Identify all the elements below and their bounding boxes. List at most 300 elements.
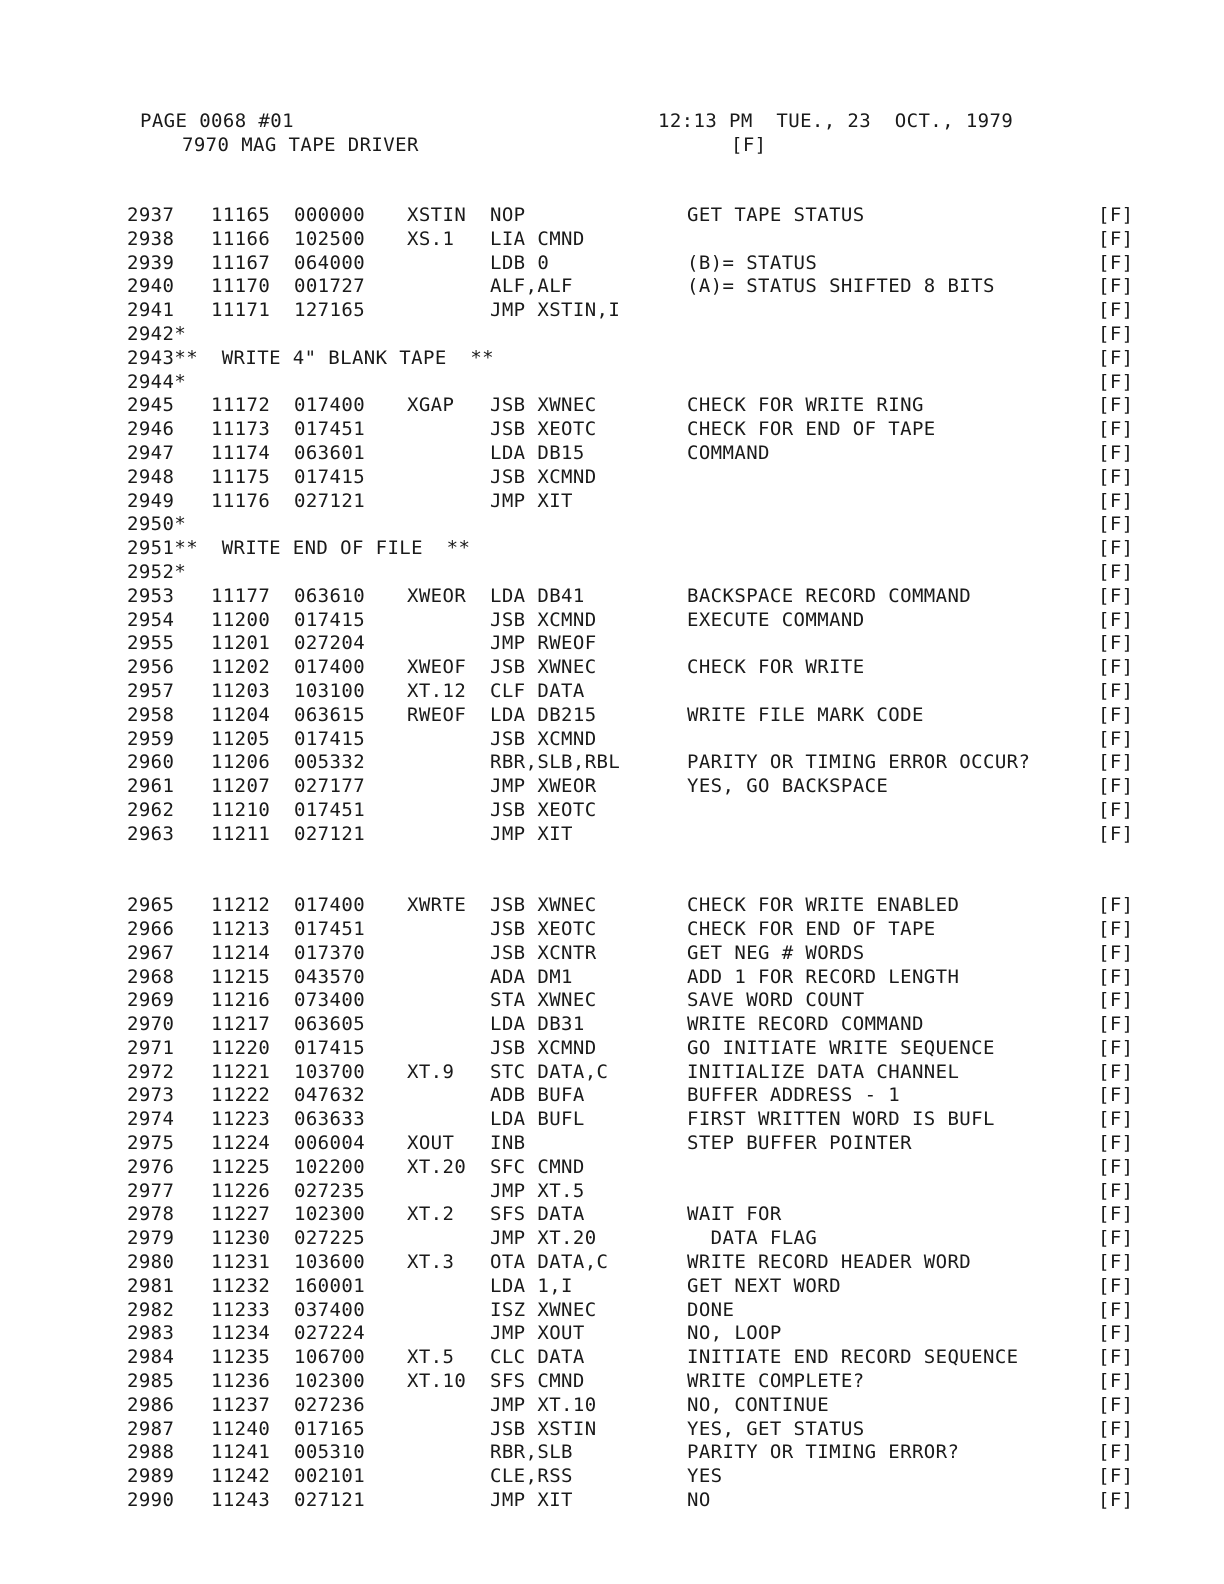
comment: BACKSPACE RECORD COMMAND [687,584,972,607]
instruction: SFS CMND [490,1370,585,1393]
line-number: 2949 [127,489,175,512]
comment: DATA FLAG [687,1227,818,1250]
label: XWRTE [407,894,467,917]
label: XT.20 [407,1155,467,1178]
comment-text: 2952* [127,560,187,583]
line-number: 2982 [127,1298,175,1321]
line-number: 2958 [127,703,175,726]
flag: [F] [1098,394,1134,417]
object-code: 000000 [294,204,366,226]
object-code: 005310 [294,1441,366,1464]
code-line [0,442,1224,466]
instruction: ALF,ALF [490,275,573,298]
comment: NO [687,1489,711,1512]
instruction: JMP XSTIN,I [490,299,621,322]
listing-gap [0,847,1224,895]
line-number: 2975 [127,1132,175,1155]
address: 11221 [211,1060,271,1083]
code-line [0,918,1224,942]
object-code: 017451 [294,798,366,821]
instruction: ADB BUFA [490,1084,585,1107]
flag: [F] [1098,1132,1134,1155]
flag: [F] [1098,299,1134,322]
code-line [0,632,1224,656]
address: 11210 [211,798,271,821]
instruction: ISZ XWNEC [490,1298,597,1321]
flag: [F] [1098,775,1134,798]
line-number: 2939 [127,251,175,274]
flag: [F] [1098,751,1134,774]
flag: [F] [1098,1108,1134,1131]
address: 11226 [211,1179,271,1202]
code-line [0,775,1224,799]
code-line [0,1370,1224,1394]
address: 11203 [211,679,271,702]
line-number: 2983 [127,1322,175,1345]
comment: PARITY OR TIMING ERROR OCCUR? [687,751,1031,774]
label: XT.3 [407,1251,455,1274]
object-code: 063605 [294,1013,366,1036]
code-line [0,609,1224,633]
code-line [0,704,1224,728]
flag: [F] [1098,1441,1134,1464]
instruction: JMP XIT [490,1489,573,1512]
object-code: 017415 [294,727,366,750]
flag: [F] [1098,1203,1134,1226]
comment: CHECK FOR END OF TAPE [687,917,936,940]
code-line [0,394,1224,418]
flag: [F] [1098,275,1134,298]
instruction: LDA DB31 [490,1013,585,1036]
instruction: JSB XWNEC [490,394,597,417]
object-code: 027121 [294,1489,366,1512]
flag: [F] [1098,1489,1134,1512]
line-number: 2954 [127,608,175,631]
comment: WRITE RECORD COMMAND [687,1013,924,1036]
line-number: 2976 [127,1155,175,1178]
line-number: 2968 [127,965,175,988]
flag: [F] [1098,656,1134,679]
flag: [F] [1098,1465,1134,1488]
address: 11222 [211,1084,271,1107]
object-code: 027177 [294,775,366,798]
flag: [F] [1098,489,1134,512]
flag: [F] [1098,1322,1134,1345]
instruction: STC DATA,C [490,1060,609,1083]
comment: (A)= STATUS SHIFTED 8 BITS [687,275,995,298]
instruction: LDA DB41 [490,584,585,607]
line-number: 2981 [127,1274,175,1297]
label: XWEOR [407,584,467,607]
comment-text: 2950* [127,513,187,536]
comment: COMMAND [687,441,770,464]
comment-text: 2943** WRITE 4" BLANK TAPE ** [127,346,495,369]
instruction: RBR,SLB [490,1441,573,1464]
label: XT.5 [407,1346,455,1369]
flag: [F] [1098,1370,1134,1393]
address: 11242 [211,1465,271,1488]
comment: CHECK FOR END OF TAPE [687,418,936,441]
object-code: 102200 [294,1155,366,1178]
line-number: 2969 [127,989,175,1012]
code-line [0,1227,1224,1251]
address: 11211 [211,822,271,845]
line-number: 2973 [127,1084,175,1107]
instruction: JMP XT.20 [490,1227,597,1250]
instruction: RBR,SLB,RBL [490,751,621,774]
line-number: 2959 [127,727,175,750]
comment: EXECUTE COMMAND [687,608,865,631]
flag: [F] [1098,798,1134,821]
label: XOUT [407,1132,455,1155]
flag: [F] [1098,513,1134,536]
instruction: ADA DM1 [490,965,573,988]
line-number: 2947 [127,441,175,464]
object-code: 043570 [294,965,366,988]
line-number: 2960 [127,751,175,774]
instruction: JSB XCMND [490,727,597,750]
line-number: 2961 [127,775,175,798]
line-number: 2978 [127,1203,175,1226]
flag: [F] [1098,1060,1134,1083]
instruction: SFS DATA [490,1203,585,1226]
instruction: LDA 1,I [490,1274,573,1297]
line-number: 2977 [127,1179,175,1202]
page-number: PAGE 0068 #01 [140,110,294,132]
flag: [F] [1098,989,1134,1012]
address: 11215 [211,965,271,988]
line-number: 2987 [127,1417,175,1440]
object-code: 064000 [294,251,366,274]
address: 11166 [211,227,271,250]
instruction: JMP XIT [490,822,573,845]
address: 11243 [211,1489,271,1512]
label: RWEOF [407,703,467,726]
code-line [0,1441,1224,1465]
comment: CHECK FOR WRITE [687,656,865,679]
instruction: JSB XEOTC [490,418,597,441]
line-number: 2937 [127,204,175,226]
comment: INITIATE END RECORD SEQUENCE [687,1346,1019,1369]
instruction: JSB XCNTR [490,941,597,964]
line-number: 2938 [127,227,175,250]
object-code: 103700 [294,1060,366,1083]
flag: [F] [1098,1346,1134,1369]
instruction: LDA DB215 [490,703,597,726]
instruction: JSB XSTIN [490,1417,597,1440]
code-line [0,989,1224,1013]
code-line [0,1108,1224,1132]
flag: [F] [1098,822,1134,845]
comment-text: 2951** WRITE END OF FILE ** [127,537,471,560]
flag: [F] [1098,370,1134,393]
address: 11171 [211,299,271,322]
code-line [0,204,1224,228]
address: 11176 [211,489,271,512]
flag: [F] [1098,941,1134,964]
code-line [0,1275,1224,1299]
address: 11212 [211,894,271,917]
object-code: 073400 [294,989,366,1012]
address: 11177 [211,584,271,607]
code-line [0,1037,1224,1061]
address: 11207 [211,775,271,798]
address: 11201 [211,632,271,655]
object-code: 063601 [294,441,366,464]
code-line [0,299,1224,323]
code-line [0,823,1224,847]
comment-text: 2942* [127,322,187,345]
comment-line [0,371,1224,395]
instruction: LDA DB15 [490,441,585,464]
line-number: 2956 [127,656,175,679]
line-number: 2984 [127,1346,175,1369]
code-line [0,1299,1224,1323]
address: 11172 [211,394,271,417]
comment: GET NEXT WORD [687,1274,841,1297]
object-code: 017451 [294,418,366,441]
address: 11224 [211,1132,271,1155]
object-code: 027121 [294,489,366,512]
code-line [0,799,1224,823]
code-line [0,1203,1224,1227]
code-line [0,228,1224,252]
line-number: 2953 [127,584,175,607]
object-code: 102300 [294,1370,366,1393]
object-code: 005332 [294,751,366,774]
instruction: JMP RWEOF [490,632,597,655]
line-number: 2940 [127,275,175,298]
line-number: 2970 [127,1013,175,1036]
comment: NO, LOOP [687,1322,782,1345]
code-line [0,1251,1224,1275]
flag: [F] [1098,679,1134,702]
comment: STEP BUFFER POINTER [687,1132,912,1155]
object-code: 006004 [294,1132,366,1155]
code-line [0,656,1224,680]
label: XWEOF [407,656,467,679]
flag: [F] [1098,560,1134,583]
code-line [0,1132,1224,1156]
line-number: 2979 [127,1227,175,1250]
flag: [F] [1098,346,1134,369]
object-code: 047632 [294,1084,366,1107]
instruction: JSB XEOTC [490,917,597,940]
label: XGAP [407,394,455,417]
address: 11202 [211,656,271,679]
address: 11237 [211,1393,271,1416]
address: 11174 [211,441,271,464]
line-number: 2965 [127,894,175,917]
code-listing [0,204,1224,1513]
flag: [F] [1098,608,1134,631]
label: XSTIN [407,204,467,226]
object-code: 063615 [294,703,366,726]
comment: FIRST WRITTEN WORD IS BUFL [687,1108,995,1131]
comment-line [0,323,1224,347]
comment: PARITY OR TIMING ERROR? [687,1441,960,1464]
address: 11167 [211,251,271,274]
code-line [0,942,1224,966]
line-number: 2957 [127,679,175,702]
line-number: 2974 [127,1108,175,1131]
code-line [0,728,1224,752]
code-line [0,275,1224,299]
line-number: 2971 [127,1036,175,1059]
code-line [0,1180,1224,1204]
code-line [0,466,1224,490]
flag: [F] [1098,727,1134,750]
line-number: 2989 [127,1465,175,1488]
flag: [F] [1098,632,1134,655]
code-line [0,1084,1224,1108]
code-line [0,751,1224,775]
document-title: 7970 MAG TAPE DRIVER [182,134,419,156]
object-code: 017415 [294,608,366,631]
comment: GO INITIATE WRITE SEQUENCE [687,1036,995,1059]
comment-text: 2944* [127,370,187,393]
object-code: 027236 [294,1393,366,1416]
line-number: 2966 [127,917,175,940]
flag: [F] [1098,441,1134,464]
object-code: 027224 [294,1322,366,1345]
flag: [F] [1098,1013,1134,1036]
instruction: JMP XIT [490,489,573,512]
flag: [F] [1098,1298,1134,1321]
code-line [0,1061,1224,1085]
object-code: 063633 [294,1108,366,1131]
instruction: INB [490,1132,526,1155]
instruction: JSB XCMND [490,1036,597,1059]
comment: WRITE FILE MARK CODE [687,703,924,726]
object-code: 103100 [294,679,366,702]
code-line [0,1322,1224,1346]
address: 11231 [211,1251,271,1274]
line-number: 2988 [127,1441,175,1464]
object-code: 160001 [294,1274,366,1297]
comment: YES, GET STATUS [687,1417,865,1440]
line-number: 2955 [127,632,175,655]
comment: WRITE RECORD HEADER WORD [687,1251,972,1274]
instruction: JMP XT.10 [490,1393,597,1416]
address: 11213 [211,917,271,940]
address: 11223 [211,1108,271,1131]
code-line [0,680,1224,704]
flag: [F] [1098,227,1134,250]
object-code: 017400 [294,656,366,679]
code-line [0,1465,1224,1489]
object-code: 106700 [294,1346,366,1369]
instruction: LIA CMND [490,227,585,250]
line-number: 2990 [127,1489,175,1512]
comment: ADD 1 FOR RECORD LENGTH [687,965,960,988]
comment: GET TAPE STATUS [687,204,865,226]
address: 11236 [211,1370,271,1393]
comment-line [0,537,1224,561]
comment: WAIT FOR [687,1203,782,1226]
address: 11217 [211,1013,271,1036]
instruction: JMP XOUT [490,1322,585,1345]
address: 11220 [211,1036,271,1059]
address: 11234 [211,1322,271,1345]
comment: (B)= STATUS [687,251,818,274]
code-line [0,418,1224,442]
object-code: 017400 [294,894,366,917]
address: 11233 [211,1298,271,1321]
flag: [F] [1098,418,1134,441]
label: XT.9 [407,1060,455,1083]
line-number: 2972 [127,1060,175,1083]
flag: [F] [1098,894,1134,917]
flag: [F] [1098,1274,1134,1297]
comment: NO, CONTINUE [687,1393,830,1416]
line-number: 2941 [127,299,175,322]
object-code: 017165 [294,1417,366,1440]
code-line [0,1418,1224,1442]
address: 11227 [211,1203,271,1226]
flag: [F] [1098,1036,1134,1059]
line-number: 2945 [127,394,175,417]
label: XT.2 [407,1203,455,1226]
address: 11232 [211,1274,271,1297]
object-code: 027225 [294,1227,366,1250]
address: 11165 [211,204,271,226]
header-flag: [F] [731,134,767,156]
flag: [F] [1098,917,1134,940]
code-line [0,966,1224,990]
line-number: 2963 [127,822,175,845]
comment: CHECK FOR WRITE ENABLED [687,894,960,917]
instruction: SFC CMND [490,1155,585,1178]
code-line [0,1156,1224,1180]
address: 11200 [211,608,271,631]
comment: SAVE WORD COUNT [687,989,865,1012]
instruction: JSB XWNEC [490,656,597,679]
comment: GET NEG # WORDS [687,941,865,964]
line-number: 2948 [127,465,175,488]
instruction: CLC DATA [490,1346,585,1369]
address: 11225 [211,1155,271,1178]
flag: [F] [1098,1084,1134,1107]
line-number: 2980 [127,1251,175,1274]
instruction: CLE,RSS [490,1465,573,1488]
object-code: 017400 [294,394,366,417]
object-code: 127165 [294,299,366,322]
comment: INITIALIZE DATA CHANNEL [687,1060,960,1083]
instruction: JSB XCMND [490,608,597,631]
address: 11214 [211,941,271,964]
code-line [0,585,1224,609]
flag: [F] [1098,251,1134,274]
comment-line [0,347,1224,371]
instruction: LDA BUFL [490,1108,585,1131]
flag: [F] [1098,1155,1134,1178]
comment: WRITE COMPLETE? [687,1370,865,1393]
flag: [F] [1098,322,1134,345]
line-number: 2946 [127,418,175,441]
object-code: 027204 [294,632,366,655]
address: 11204 [211,703,271,726]
flag: [F] [1098,204,1134,226]
address: 11240 [211,1417,271,1440]
address: 11173 [211,418,271,441]
object-code: 102300 [294,1203,366,1226]
address: 11206 [211,751,271,774]
address: 11241 [211,1441,271,1464]
address: 11205 [211,727,271,750]
line-number: 2962 [127,798,175,821]
flag: [F] [1098,1179,1134,1202]
